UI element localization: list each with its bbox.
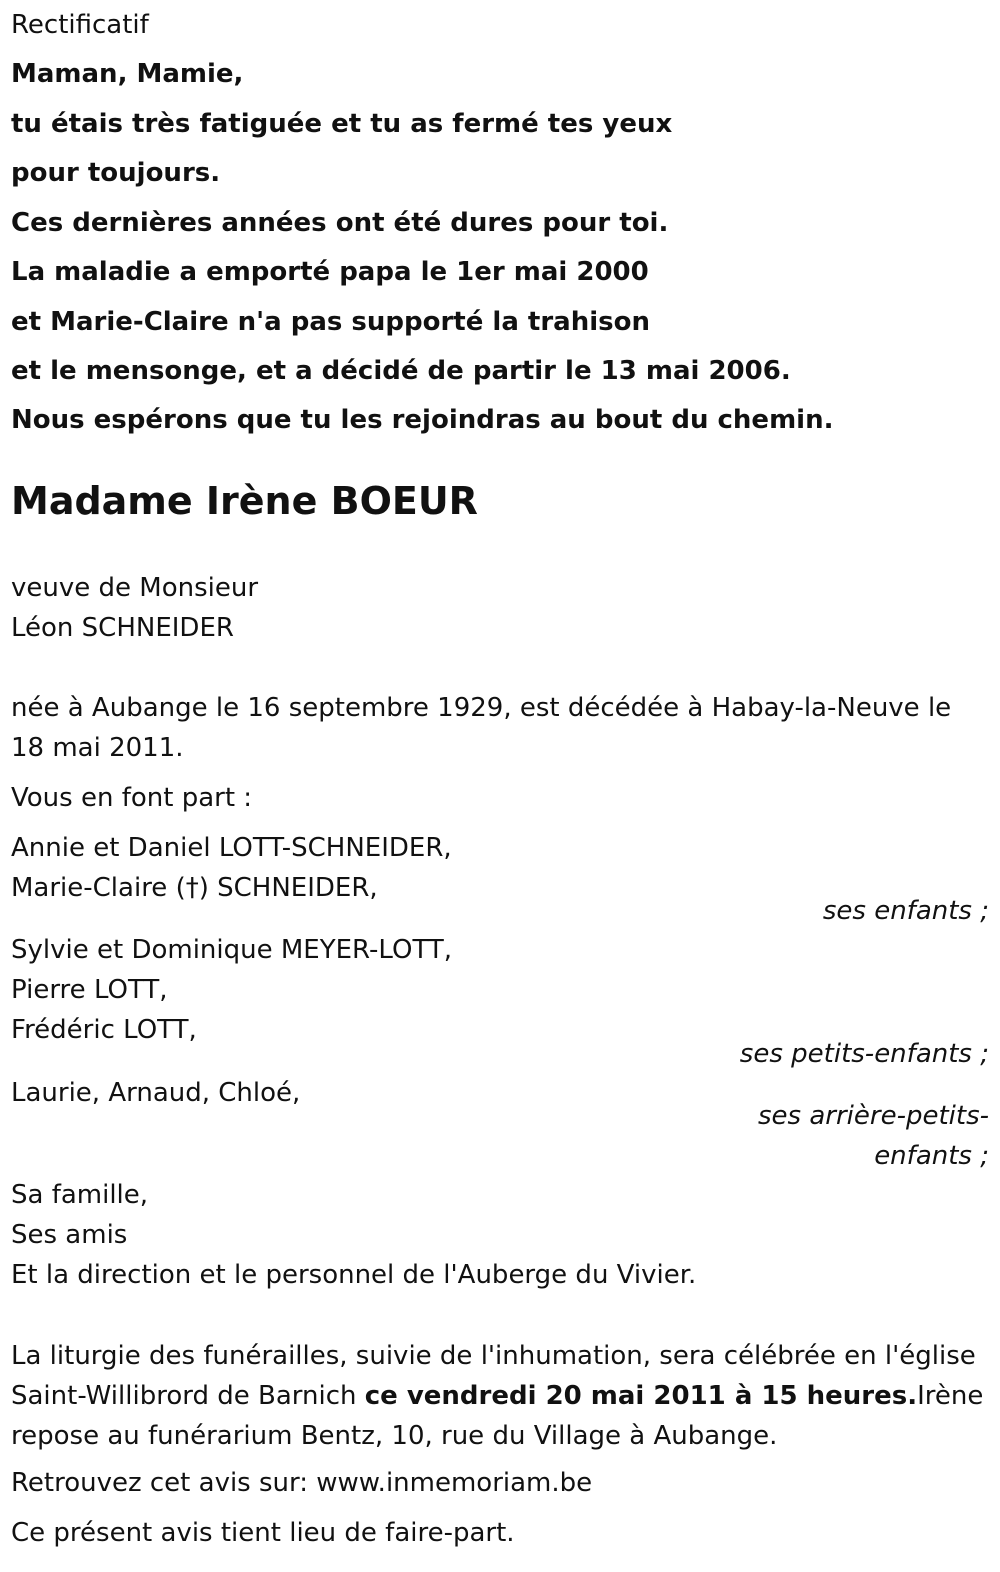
others-line: Sa famille, [11,1180,149,1210]
widow-of-line: Léon SCHNEIDER [11,613,234,643]
great-grandchild-name: Laurie, Arnaud, Chloé, [11,1078,301,1108]
others-line: Ses amis [11,1220,128,1250]
deceased-name: Madame Irène BOEUR [11,479,478,523]
rectificatif-label: Rectificatif [11,10,149,40]
poem-line: et Marie-Claire n'a pas supporté la trahison [11,307,650,337]
website-line: Retrouvez cet avis sur: www.inmemoriam.be [11,1468,593,1498]
funeral-date: ce vendredi 20 mai 2011 à 15 heures. [364,1381,918,1411]
poem-line: pour toujours. [11,158,221,188]
poem-line: La maladie a emporté papa le 1er mai 2000 [11,257,649,287]
grandchild-name: Frédéric LOTT, [11,1015,197,1045]
great-grandchildren-role: ses arrière-petits- [758,1101,989,1131]
poem-line: Ces dernières années ont été dures pour toi. [11,208,669,238]
funeral-text-after: Irène repose au funérarium Bentz, 10, rue du Village à Aubange. [11,1381,984,1451]
closing-line: Ce présent avis tient lieu de faire-part. [11,1518,515,1548]
widow-of-line: veuve de Monsieur [11,573,259,603]
funeral-text-before: La liturgie des funérailles, suivie de l'inhumation, sera célébrée en l'église Saint-Willibrord de Barnich [11,1341,976,1411]
grandchild-name: Sylvie et Dominique MEYER-LOTT, [11,935,453,965]
poem-line: et le mensonge, et a décidé de partir le 13 mai 2006. [11,356,791,386]
children-role: ses enfants ; [822,896,989,926]
child-name: Marie-Claire (†) SCHNEIDER, [11,873,378,903]
birth-death-text: née à Aubange le 16 septembre 1929, est décédée à Habay-la-Neuve le 18 mai 2011. [11,693,952,763]
poem-line: tu étais très fatiguée et tu as fermé tes yeux [11,109,673,139]
poem-line: Nous espérons que tu les rejoindras au bout du chemin. [11,405,834,435]
grandchildren-role: ses petits-enfants ; [739,1039,989,1069]
grandchild-name: Pierre LOTT, [11,975,168,1005]
child-name: Annie et Daniel LOTT-SCHNEIDER, [11,833,452,863]
great-grandchildren-role: enfants ; [874,1141,989,1171]
poem-line: Maman, Mamie, [11,59,244,89]
others-line: Et la direction et le personnel de l'Auberge du Vivier. [11,1260,697,1290]
funeral-text [11,1336,989,1456]
announce-text: Vous en font part : [11,783,253,813]
